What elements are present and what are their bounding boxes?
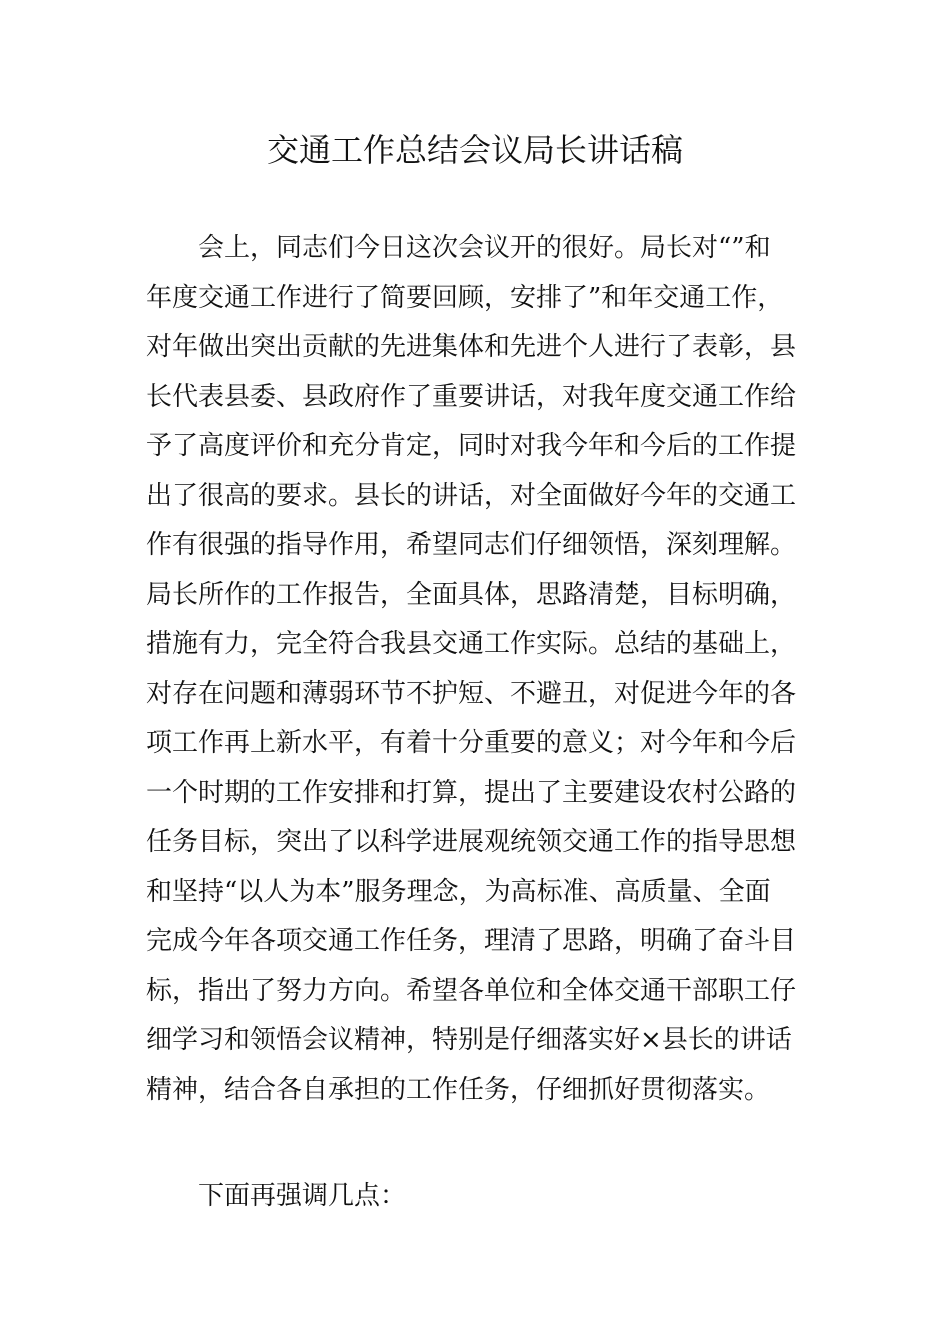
paragraph-line: 长代表县委、县政府作了重要讲话，对我年度交通工作给 (146, 381, 797, 412)
paragraph-line: 精神，结合各自承担的工作任务，仔细抓好贯彻落实。 (146, 1074, 771, 1105)
paragraph-line: 年度交通工作进行了简要回顾，安排了”和年交通工作， (146, 282, 784, 313)
paragraph-line: 对年做出突出贡献的先进集体和先进个人进行了表彰，县 (146, 332, 797, 362)
paragraph-line: 标，指出了努力方向。希望各单位和全体交通干部职工仔 (146, 975, 797, 1006)
paragraph-line: 细学习和领悟会议精神，特别是仔细落实好×县长的讲话 (146, 1025, 792, 1055)
paragraph-line: 会上，同志们今日这次会议开的很好。局长对“”和 (198, 233, 771, 263)
paragraph-line: 一个时期的工作安排和打算，提出了主要建设农村公路的 (146, 777, 797, 808)
paragraph-line: 作有很强的指导作用，希望同志们仔细领悟，深刻理解。 (146, 530, 797, 560)
paragraph-line: 项工作再上新水平，有着十分重要的意义；对今年和今后 (146, 728, 797, 758)
paragraph-line: 对存在问题和薄弱环节不护短、不避丑，对促进今年的各 (146, 678, 797, 709)
paragraph-line: 出了很高的要求。县长的讲话，对全面做好今年的交通工 (146, 480, 797, 511)
paragraph-line: 任务目标，突出了以科学进展观统领交通工作的指导思想 (146, 827, 797, 857)
paragraph-emphasis-intro (146, 1172, 806, 1222)
paragraph-line: 完成今年各项交通工作任务，理清了思路，明确了奋斗目 (146, 926, 797, 956)
paragraph-line: 局长所作的工作报告，全面具体，思路清楚，目标明确， (146, 579, 797, 610)
paragraph-line: 和坚持“以人为本”服务理念，为高标准、高质量、全面 (146, 876, 771, 907)
paragraph-line: 下面再强调几点： (198, 1181, 407, 1211)
paragraph-line: 予了高度评价和充分肯定，同时对我今年和今后的工作提 (146, 431, 797, 461)
document-title: 交通工作总结会议局长讲话稿 (266, 131, 683, 169)
paragraph-opening (146, 224, 806, 1115)
paragraph-line: 措施有力，完全符合我县交通工作实际。总结的基础上， (146, 629, 797, 659)
